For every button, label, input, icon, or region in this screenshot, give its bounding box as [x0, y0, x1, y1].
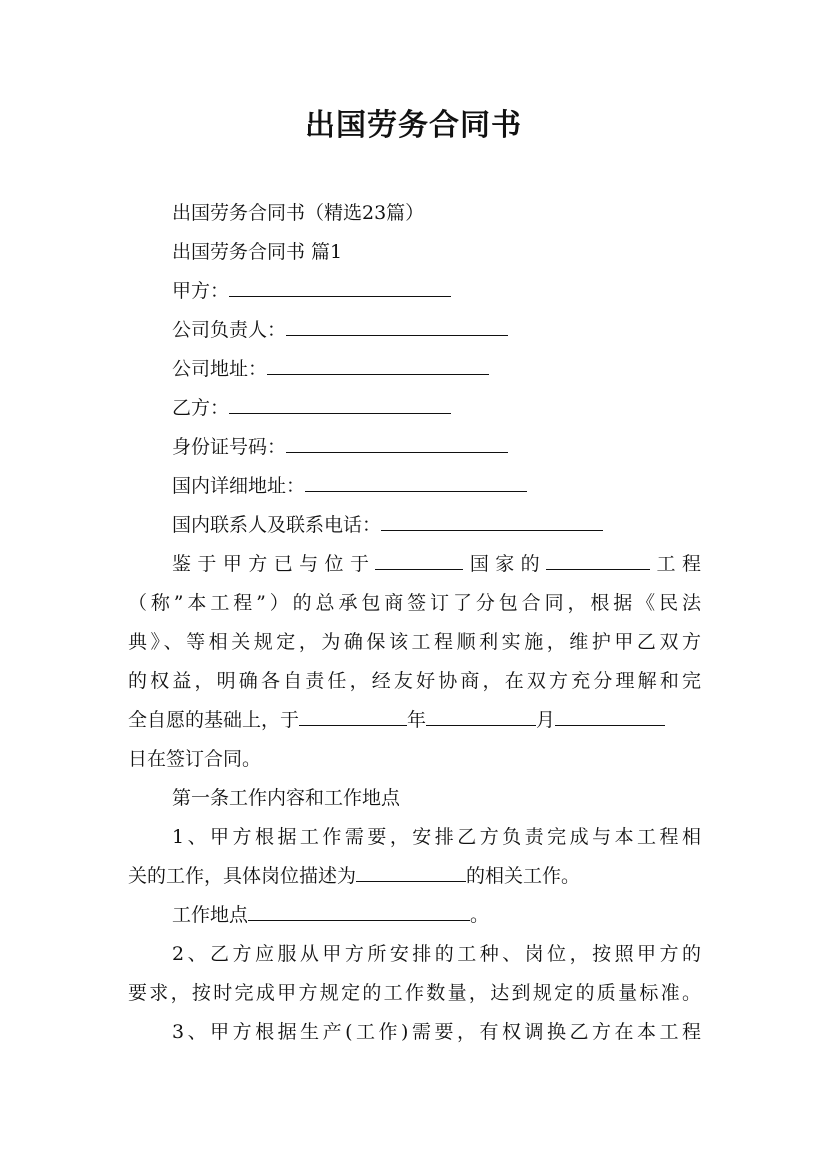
- country-blank: [375, 553, 463, 570]
- domestic-address-field: [172, 471, 527, 498]
- paragraph-line: 3、甲方根据生产(工作)需要，有权调换乙方在本工程: [172, 1021, 701, 1043]
- paragraph-text: 全自愿的基础上，于: [128, 709, 300, 731]
- paragraph-text: 。: [470, 904, 490, 926]
- subtitle: 出国劳务合同书（精选23篇）: [172, 202, 425, 224]
- id-number-field: [172, 432, 508, 459]
- company-head-blank: [286, 319, 508, 336]
- company-address-field: [172, 354, 489, 381]
- paragraph-line: （称”本工程”）的总承包商签订了分包合同，根据《民法: [128, 592, 701, 614]
- domestic-address-label: 国内详细地址：: [172, 475, 306, 497]
- party-a-blank: [229, 280, 451, 297]
- paragraph-line: [172, 549, 701, 576]
- contact-label: 国内联系人及联系电话：: [172, 514, 382, 536]
- id-number-label: 身份证号码：: [172, 436, 287, 458]
- work-place-label: 工作地点: [172, 904, 249, 926]
- project-blank: [546, 553, 650, 570]
- party-a-label: 甲方：: [172, 280, 230, 302]
- paragraph-line: [128, 861, 580, 888]
- paragraph-line: 典》、等相关规定，为确保该工程顺利实施，维护甲乙双方: [128, 631, 701, 653]
- paragraph-text: 工程: [650, 553, 701, 575]
- domestic-address-blank: [305, 475, 527, 492]
- party-b-field: [172, 393, 451, 420]
- party-b-label: 乙方：: [172, 397, 230, 419]
- paragraph-line: 日在签订合同。: [128, 748, 262, 770]
- contact-blank: [381, 514, 603, 531]
- paragraph-line: 2、乙方应服从甲方所安排的工种、岗位，按照甲方的: [172, 943, 701, 965]
- paragraph-text: 国家的: [463, 553, 547, 575]
- paragraph-text: 关的工作，具体岗位描述为: [128, 865, 357, 887]
- year-blank: [299, 709, 407, 726]
- id-number-blank: [286, 436, 508, 453]
- company-address-blank: [267, 358, 489, 375]
- paragraph-text: 的相关工作。: [466, 865, 581, 887]
- paragraph-text: 年: [407, 709, 427, 731]
- contact-field: [172, 510, 603, 537]
- work-place-blank: [248, 904, 470, 921]
- party-a-field: [172, 276, 451, 303]
- paragraph-line: [128, 705, 665, 732]
- party-b-blank: [229, 397, 451, 414]
- company-head-label: 公司负责人：: [172, 319, 287, 341]
- document-title: 出国劳务合同书: [305, 108, 522, 143]
- article-heading: 第一条工作内容和工作地点: [172, 787, 401, 809]
- paragraph-line: 要求，按时完成甲方规定的工作数量，达到规定的质量标准。: [128, 982, 701, 1004]
- day-blank: [555, 709, 665, 726]
- section-heading: 出国劳务合同书 篇1: [172, 241, 343, 263]
- paragraph-line: 的权益，明确各自责任，经友好协商，在双方充分理解和完: [128, 670, 701, 692]
- work-place-field: [172, 900, 489, 927]
- paragraph-text: 月: [536, 709, 556, 731]
- position-blank: [356, 865, 466, 882]
- company-head-field: [172, 315, 508, 342]
- paragraph-line: 1、甲方根据工作需要，安排乙方负责完成与本工程相: [172, 826, 701, 848]
- paragraph-text: 鉴于甲方已与位于: [172, 553, 376, 575]
- month-blank: [426, 709, 536, 726]
- company-address-label: 公司地址：: [172, 358, 268, 380]
